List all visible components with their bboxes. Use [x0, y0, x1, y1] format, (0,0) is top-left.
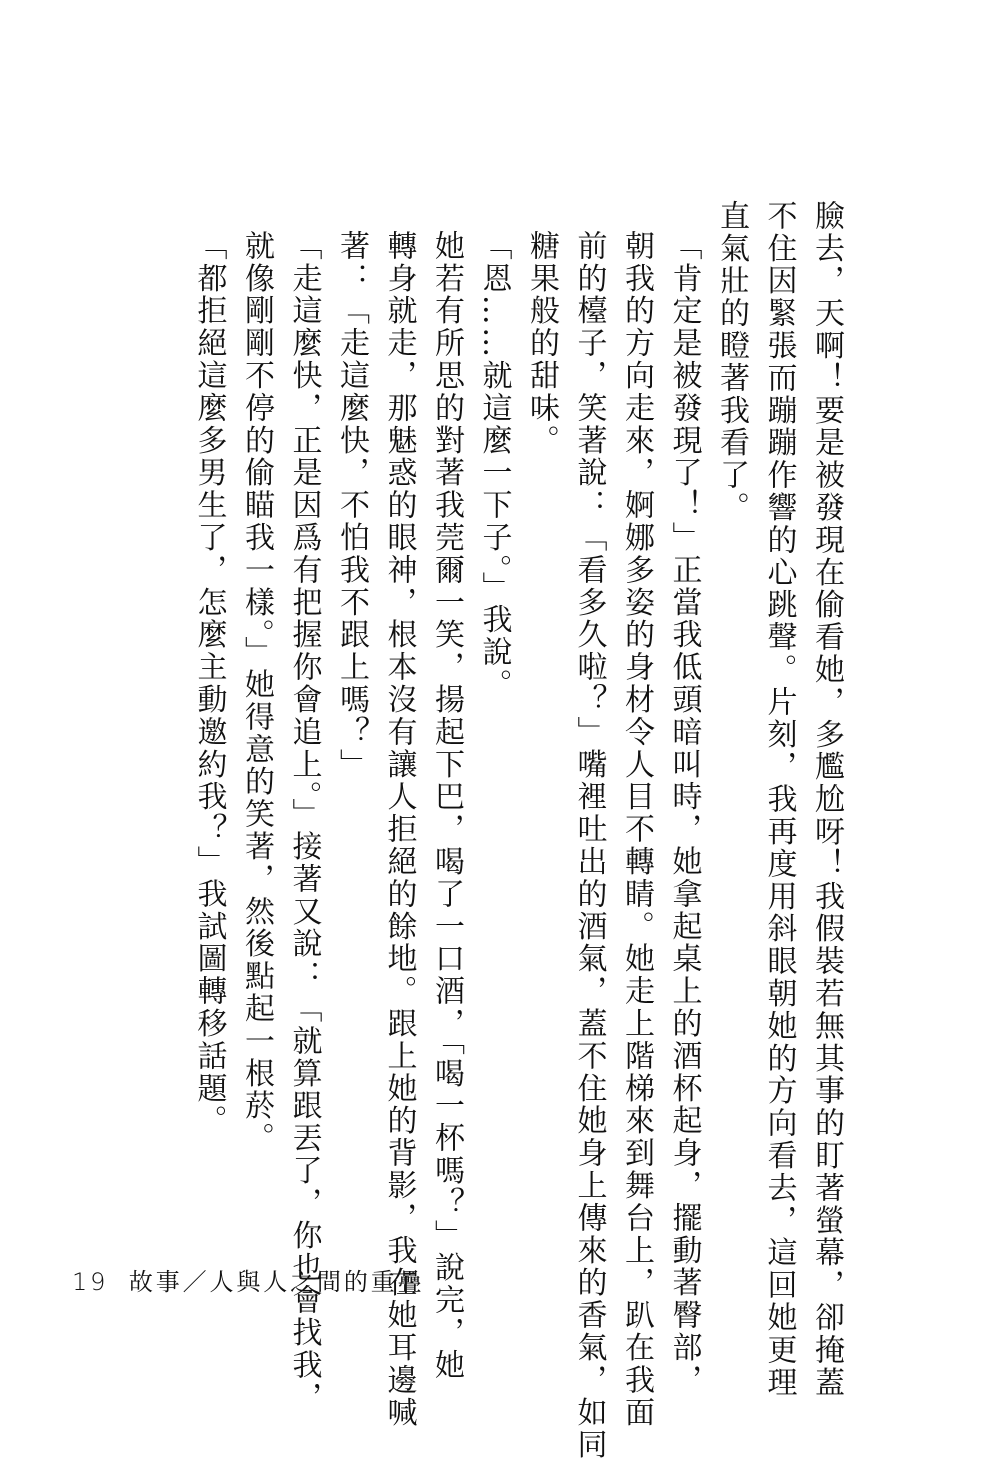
running-title: 故事／人與人之間的重疊 — [128, 1268, 425, 1296]
page-footer — [72, 1262, 425, 1297]
paragraph-5: 「走這麼快，正是因爲有把握你會追上。」接著又說：「就算跟丟了，你也會找我， 就像剛剛不停的偷瞄我一樣。」她得意的笑著，然後點起一根菸。 — [239, 230, 322, 1414]
paragraph-1: 臉去，天啊！要是被發現在偷看她，多尷尬呀！我假裝若無其事的盯著螢幕，卻掩蓋 不住因緊張而蹦蹦作響的心跳聲。片刻，我再度用斜眼朝她的方向看去，這回她更理 直氣壯的瞪著我看了。 — [714, 200, 844, 1399]
paragraph-2: 「肯定是被發現了！」正當我低頭暗叫時，她拿起桌上的酒杯起身，擺動著臀部， 朝我的方向走來，婀娜多姿的身材令人目不轉睛。她走上階梯來到舞台上，趴在我面 前的檯子，笑著說：「看多久啦？」嘴裡吐出的酒氣，蓋不住她身上傳來的香氣，如同 糖果般的甜味。 — [524, 230, 702, 1461]
paragraph-4: 她若有所思的對著我莞爾一笑，揚起下巴，喝了一口酒，「喝一杯嗎？」說完，她 轉身就走，那魅惑的眼神，根本沒有讓人拒絕的餘地。跟上她的背影，我在她耳邊喊 著：「走這麼快，不怕我不跟上嗎？」 — [334, 230, 464, 1429]
paragraph-3: 「恩……就這麼一下子。」我說。 — [476, 230, 512, 701]
page-number: 19 — [72, 1268, 109, 1296]
paragraph-6: 「都拒絕這麼多男生了，怎麼主動邀約我？」我試圖轉移話題。 — [191, 230, 227, 1138]
